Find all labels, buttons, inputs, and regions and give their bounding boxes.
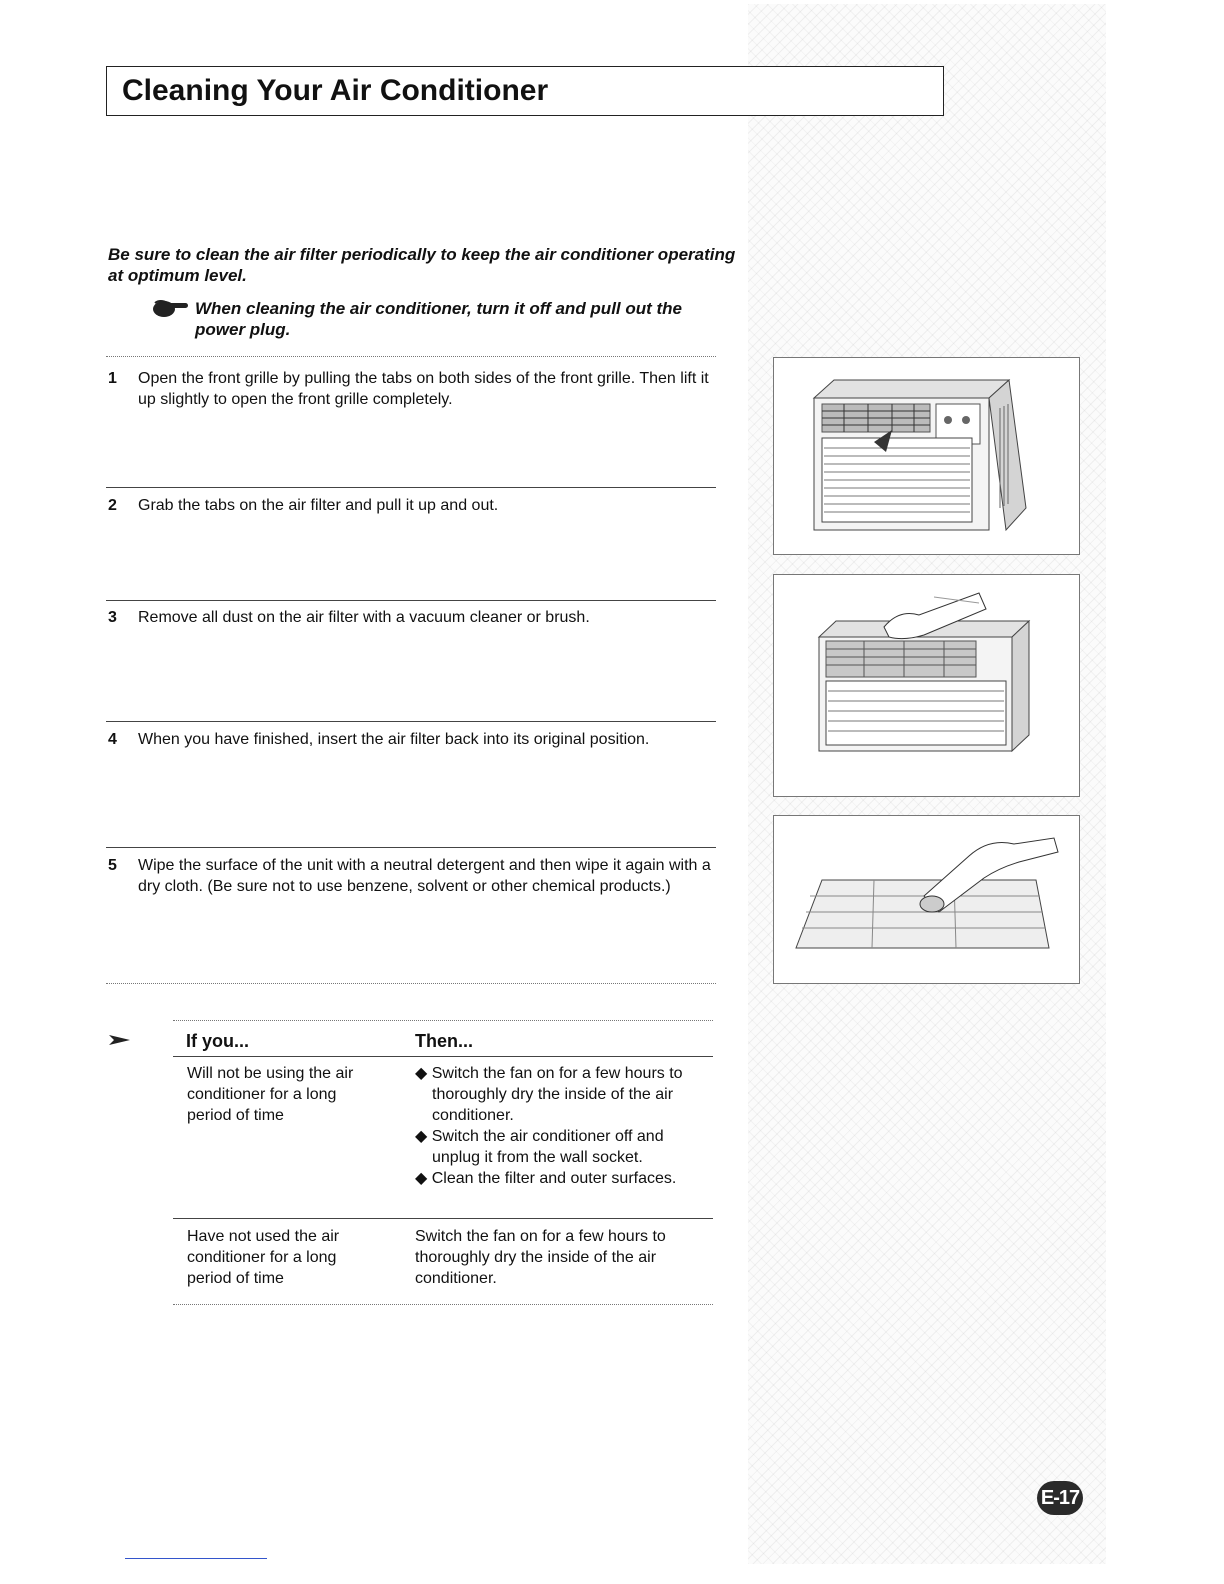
step-5 [108,855,728,921]
divider [106,983,716,984]
footer-line [125,1558,267,1559]
table-row-2-if: Have not used the air conditioner for a long period of time [187,1228,340,1287]
step-number: 3 [108,609,117,626]
figure-vacuum-filter [773,815,1080,984]
step-4 [108,729,728,753]
intro-text: Be sure to clean the air filter periodically to keep the air conditioner operating at optimum level. [108,245,736,285]
arrow-right-icon [108,1033,132,1047]
step-text: Remove all dust on the air filter with a vacuum cleaner or brush. [138,609,590,626]
page-title: Cleaning Your Air Conditioner [122,74,549,107]
step-text: When you have finished, insert the air filter back into its original position. [138,731,650,748]
table-row-2-then: Switch the fan on for a few hours to thoroughly dry the inside of the air conditioner. [415,1228,666,1287]
table-row-1-then [415,1063,705,1189]
table-header-then: Then... [415,1031,473,1051]
divider [106,847,716,848]
title-box [106,66,944,116]
bullet-item: ◆ Switch the air conditioner off and unplug it from the wall socket. [415,1128,664,1166]
table-header-if: If you... [186,1031,249,1051]
filter-removal-illustration [774,575,1079,796]
step-2 [108,495,728,519]
step-number: 5 [108,857,117,874]
step-text: Grab the tabs on the air filter and pull it up and out. [138,497,499,514]
step-number: 1 [108,370,117,387]
warning-text: When cleaning the air conditioner, turn it off and pull out the power plug. [195,299,683,339]
pointing-hand-icon [150,297,190,319]
bullet-item: ◆ Clean the filter and outer surfaces. [415,1170,677,1187]
table-header-rule [173,1056,713,1057]
table-row-rule [173,1218,713,1219]
step-text: Open the front grille by pulling the tabs on both sides of the front grille. Then lift it up slightly to open the front grille completely. [138,370,709,408]
divider [106,487,716,488]
step-text: Wipe the surface of the unit with a neutral detergent and then wipe it again with a dry cloth. (Be sure not to use benzene, solvent or other chemical products.) [138,857,711,895]
table-row-1-if: Will not be using the air conditioner for a long period of time [187,1065,354,1124]
divider [106,356,716,357]
step-1 [108,368,728,412]
page-number-badge: E-17 [1037,1481,1083,1515]
figure-open-front-grille [773,357,1080,555]
bullet-item: ◆ Switch the fan on for a few hours to thoroughly dry the inside of the air conditioner. [415,1065,683,1124]
divider [106,600,716,601]
table-top-rule [173,1020,713,1021]
step-number: 4 [108,731,117,748]
step-number: 2 [108,497,117,514]
air-conditioner-illustration [774,358,1079,554]
table-bottom-rule [173,1304,713,1305]
divider [106,721,716,722]
vacuum-illustration [774,816,1079,983]
figure-remove-filter [773,574,1080,797]
step-3 [108,607,728,631]
